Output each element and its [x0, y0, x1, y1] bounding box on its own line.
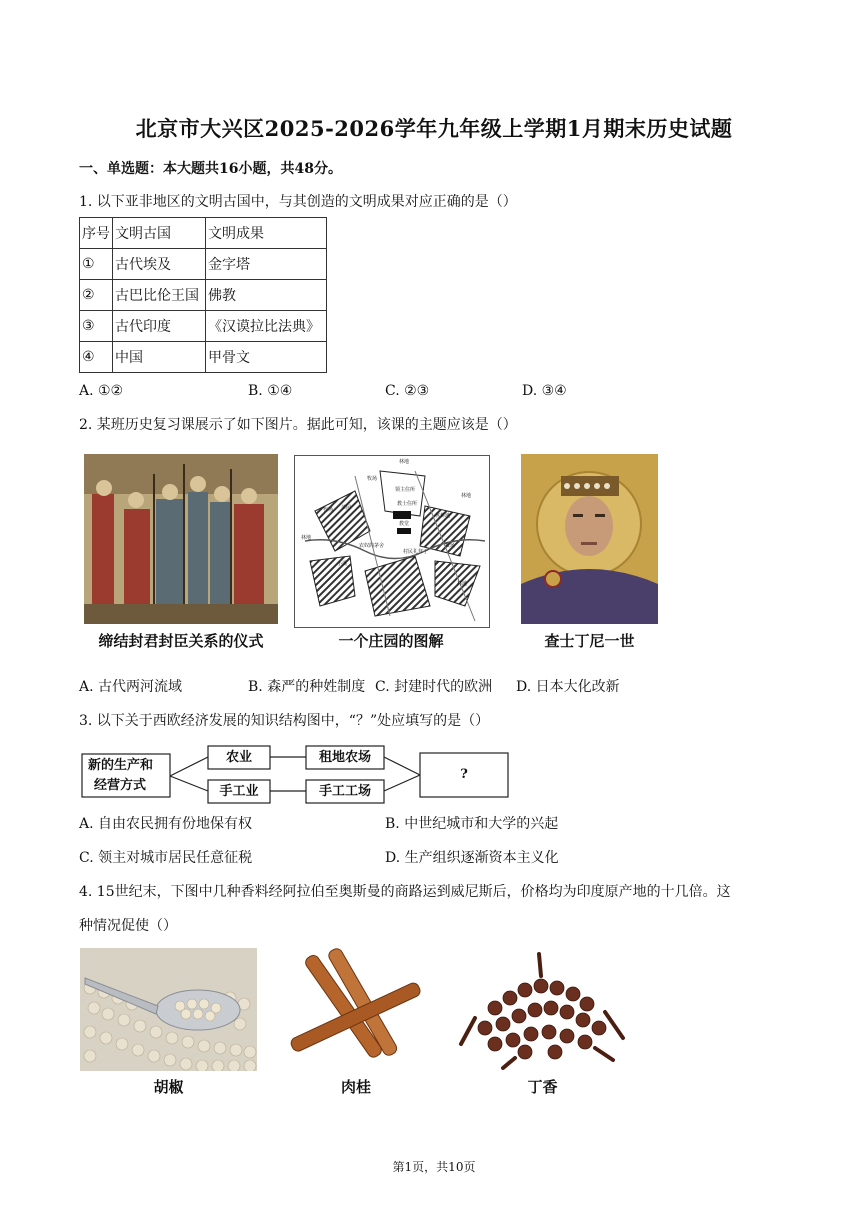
manor-map-image [294, 455, 490, 628]
vassal-ceremony-caption: 缔结封君封臣关系的仪式 [98, 632, 264, 650]
diagram-node-workshop: 手工工场 [318, 784, 371, 799]
diagram-root-line2: 经营方式 [94, 778, 147, 793]
table-cell: 甲骨文 [206, 342, 327, 373]
q1-option-b: B. ①④ [248, 383, 293, 399]
diagram-node-leased-farm: 租地农场 [318, 750, 371, 765]
map-label: 小溪 [337, 561, 348, 567]
q1-stem: 1. 以下亚非地区的文明古国中，与其创造的文明成果对应正确的是（） [79, 194, 517, 210]
table-cell: ② [80, 280, 113, 311]
q3-option-a: A. 自由农民拥有份地保有权 [79, 816, 253, 832]
cinnamon-image [281, 948, 431, 1071]
q3-diagram [80, 743, 510, 805]
page-title: 北京市大兴区2025-2026学年九年级上学期1月期末历史试题 [135, 116, 733, 141]
justinian-caption: 查士丁尼一世 [544, 632, 635, 650]
map-label: 林地 [301, 535, 312, 541]
map-label: 林地 [399, 459, 410, 465]
table-cell: ③ [80, 311, 113, 342]
map-label: 教士住所 [397, 501, 418, 507]
q3-option-b: B. 中世纪城市和大学的兴起 [385, 816, 559, 832]
q2-stem: 2. 某班历史复习课展示了如下图片。据此可知，该课的主题应该是（） [79, 417, 517, 433]
table-cell: ④ [80, 342, 113, 373]
table-row [80, 280, 327, 311]
table-cell: 金字塔 [206, 249, 327, 280]
table-cell: 古巴比伦王国 [113, 280, 206, 311]
map-label: 牧场 [367, 476, 378, 482]
table-row [80, 249, 327, 280]
diagram-node-unknown: ? [460, 767, 468, 782]
q1-option-a: A. ①② [79, 383, 124, 399]
justinian-mosaic-image [521, 454, 658, 624]
table-cell: ① [80, 249, 113, 280]
map-label: 牧场 [323, 507, 334, 513]
q4-stem-line2: 种情况促使（） [79, 918, 177, 934]
manor-map-caption: 一个庄园的图解 [338, 632, 444, 650]
table-cell: 佛教 [206, 280, 327, 311]
q1-table [79, 217, 327, 373]
q3-option-d: D. 生产组织逐渐资本主义化 [385, 850, 559, 866]
map-label: 农奴的茅舍 [359, 543, 385, 549]
section-heading: 一、单选题：本大题共16小题，共48分。 [79, 161, 342, 177]
map-label: 休耕地 [435, 513, 451, 519]
table-row [80, 311, 327, 342]
clove-caption: 丁香 [527, 1078, 558, 1096]
table-header-row [80, 218, 327, 249]
pepper-image [80, 948, 257, 1071]
map-label: 林地 [461, 493, 472, 499]
table-cell: 古代印度 [113, 311, 206, 342]
q3-option-c: C. 领主对城市居民任意征税 [79, 850, 253, 866]
q4-stem-line1: 4. 15世纪末，下图中几种香料经阿拉伯至奥斯曼的商路运到威尼斯后，价格均为印度原产地的十几倍。这 [79, 884, 731, 900]
q1-option-c: C. ②③ [385, 383, 430, 399]
q2-option-c: C. 封建时代的欧洲 [375, 679, 493, 695]
map-label: 领主住所 [395, 487, 416, 493]
diagram-node-agriculture: 农业 [225, 750, 252, 765]
table-header-cell: 文明成果 [206, 218, 327, 249]
table-header-cell: 文明古国 [113, 218, 206, 249]
page-footer: 第1页，共10页 [392, 1160, 476, 1174]
table-header-cell: 序号 [80, 218, 113, 249]
pepper-caption: 胡椒 [153, 1078, 184, 1096]
table-cell: 古代埃及 [113, 249, 206, 280]
vassal-ceremony-image [84, 454, 278, 624]
diagram-root-line1: 新的生产和 [88, 758, 154, 773]
table-cell: 《汉谟拉比法典》 [206, 311, 327, 342]
table-row [80, 342, 327, 373]
q2-option-d: D. 日本大化改新 [516, 679, 620, 695]
table-cell: 中国 [113, 342, 206, 373]
q1-option-d: D. ③④ [522, 383, 567, 399]
map-label: 菜园 [341, 505, 352, 511]
clove-image [455, 948, 630, 1071]
cinnamon-caption: 肉桂 [340, 1078, 371, 1096]
map-label: 教堂 [399, 521, 410, 527]
map-label: 林地 [457, 581, 468, 587]
diagram-node-handicraft: 手工业 [219, 784, 259, 799]
q2-option-b: B. 森严的种姓制度 [248, 679, 366, 695]
map-label: 牧场 [445, 543, 456, 549]
q3-stem: 3. 以下关于西欧经济发展的知识结构图中，“？”处应填写的是（） [79, 713, 490, 729]
q2-option-a: A. 古代两河流域 [79, 679, 183, 695]
map-label: 村民礼拜于 [403, 549, 429, 555]
